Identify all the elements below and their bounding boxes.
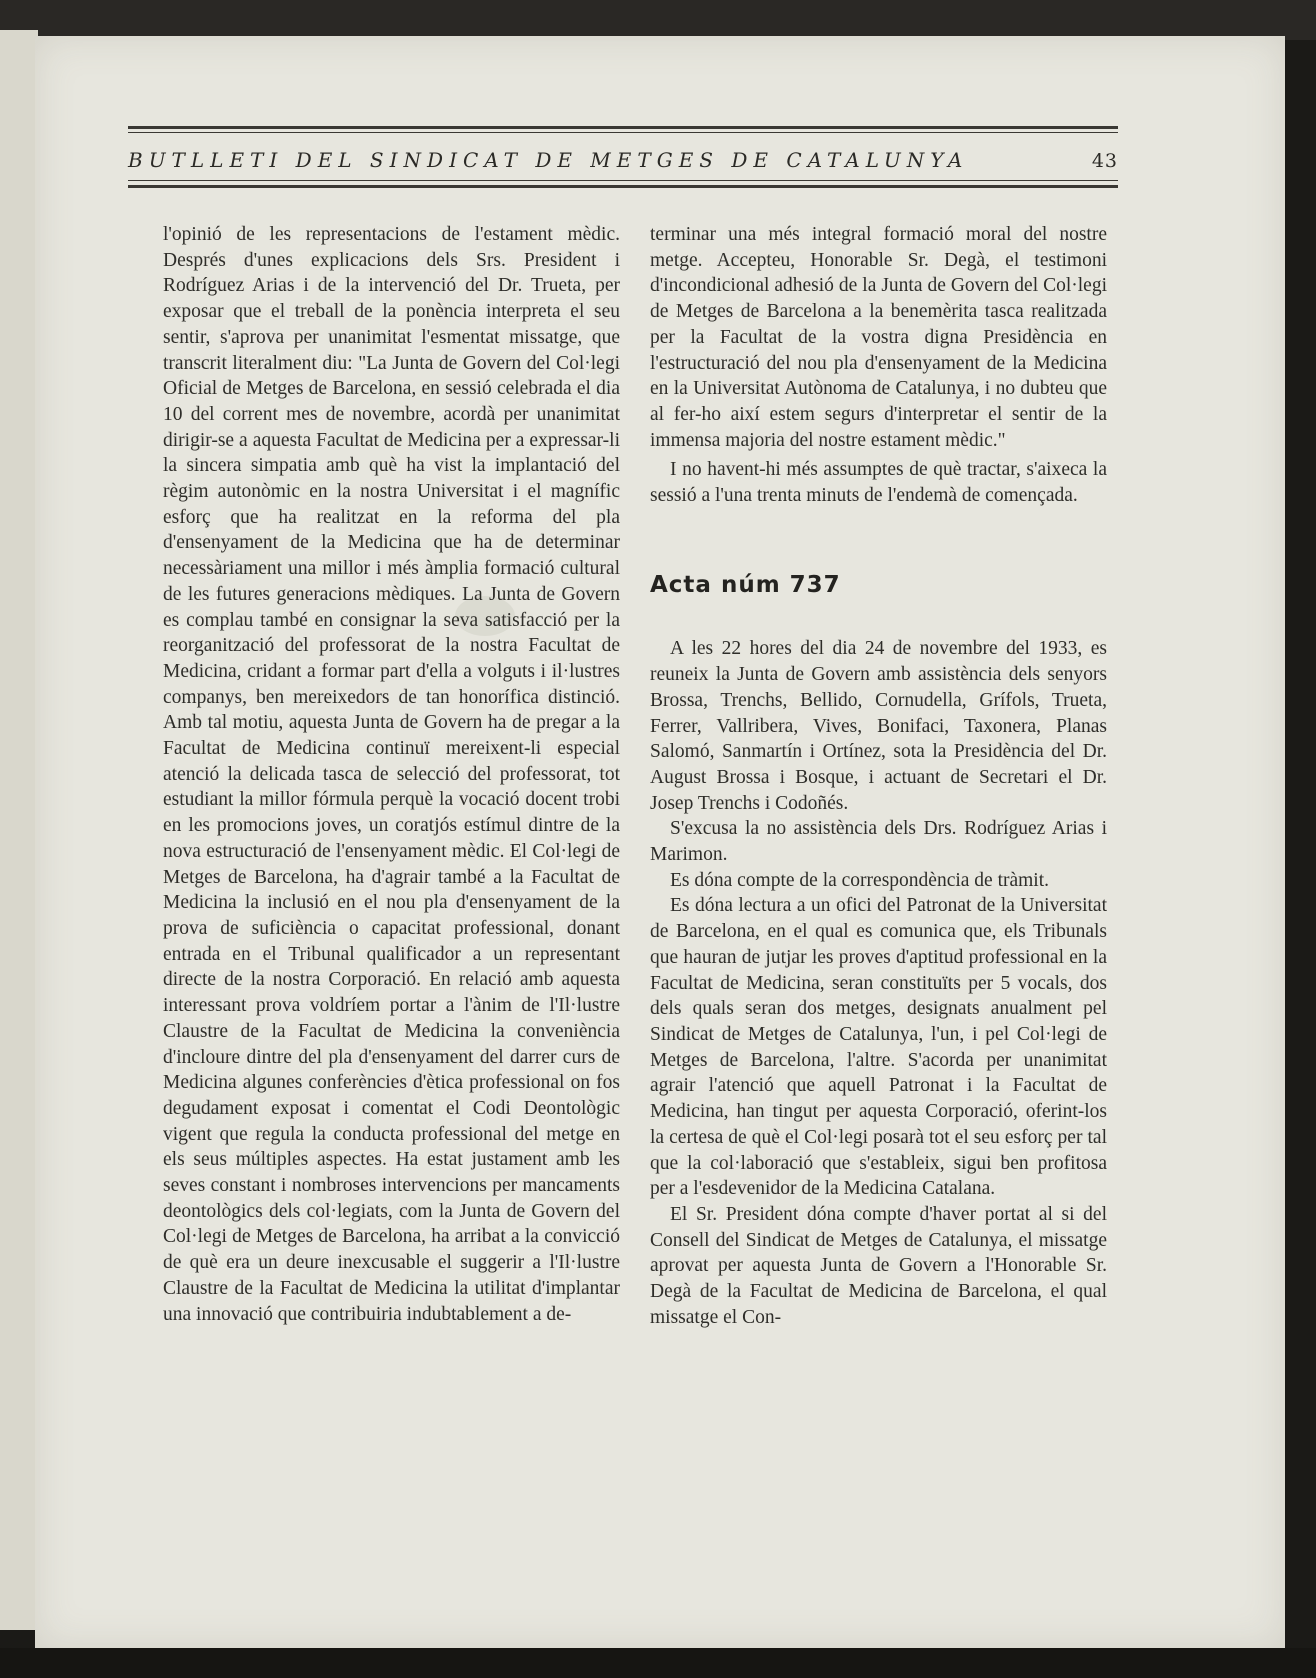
acta-paragraph: S'excusa la no assistència dels Drs. Rodríguez Arias i Marimon.: [650, 818, 1107, 866]
acta-paragraph: Es dóna compte de la correspondència de tràmit.: [670, 869, 1050, 891]
previous-page-edge: [0, 30, 38, 1630]
header-rule-top-thin: [128, 132, 1118, 133]
message-continuation: terminar una més integral formació moral del nostre metge. Accepteu, Honorable Sr. Degà, el testimoni d'incondicional adhesió de la Junta de Govern del Col·legi de Metges de Barcelona a la benemèrita tasca realitzada per la Facultat de la vostra digna Presidència en l'estructuració del nou pla d'ensenyament de la Medicina en la Universitat Autònoma de Catalunya, i no dubteu que al fer-ho així estem segurs d'interpretar el sentir de la immensa majoria del nostre estament mèdic.": [650, 224, 1107, 451]
running-head: [128, 148, 1118, 176]
header-rule-top: [128, 126, 1118, 129]
acta-paragraph: Es dóna lectura a un ofici del Patronat de la Universitat de Barcelona, en el qual es comunica que, els Tribunals que hauran de jutjar les proves d'aptitud professional en la Facultat de Medicina, seran constituïts per 5 vocals, dos dels quals seran dos metges, designats anualment pel Sindicat de Metges de Catalunya, l'un, i pel Col·legi de Metges de Barcelona, l'altre. S'acorda per unanimitat agrair l'atenció que aquell Patronat i la Facultat de Medicina, han tingut per aquesta Corporació, oferint-los la certesa de què el Col·legi posarà tot el seu esforç per tal que la col·laboració que s'estableix, sigui ben profitosa per a l'esdevenidor de la Medicina Catalana.: [650, 895, 1107, 1200]
left-column: [163, 222, 620, 1327]
left-paragraph: l'opinió de les representacions de l'estament mèdic. Després d'unes explicacions dels Srs. President i Rodríguez Arias i de la intervenció del Dr. Trueta, per exposar que el treball de la ponència interpreta el seu sentir, s'aprova per unanimitat l'esmentat missatge, que transcrit literalment diu: "La Junta de Govern del Col·legi Oficial de Metges de Barcelona, en sessió celebrada el dia 10 del corrent mes de novembre, acordà per unanimitat dirigir-se a aquesta Facultat de Medicina per a expressar-li la sincera simpatia amb què ha vist la implantació del règim autonòmic en la nostra Universitat i el magnífic esforç que ha realitzat en la reforma del pla d'ensenyament de la Medicina que ha de determinar necessàriament una millor i més àmplia formació cultural de les futures generacions mèdiques. La Junta de Govern es complau també en consignar la seva satisfacció per la reorganització del professorat de la nostra Facultat de Medicina, cridant a formar part d'ella a volguts i il·lustres companys, ben mereixedors de tan honorífica distinció. Amb tal motiu, aquesta Junta de Govern ha de pregar a la Facultat de Medicina continuï mereixent-li especial atenció la delicada tasca de selecció del professorat, tot estudiant la millor fórmula perquè la vocació docent trobi en les promocions joves, un coratjós estímul dintre de la nova estructuració de l'ensenyament mèdic. El Col·legi de Metges de Barcelona, ha d'agrair també a la Facultat de Medicina la inclusió en el nou pla d'ensenyament de la prova de suficiència o capacitat professional, donant entrada en el Tribunal qualificador a un representant directe de la nostra Corporació. En relació amb aquesta interessant prova voldríem portar a l'ànim de l'Il·lustre Claustre de la Facultat de Medicina la conveniència d'incloure dintre del pla d'ensenyament del darrer curs de Medicina algunes conferències d'ètica professional on fos degudament exposat i comentat el Codi Deontològic vigent que regula la conducta professional del metge en els seus múltiples aspectes. Ha estat justament amb les seves constant i nombroses intervencions per mancaments deontològics dels col·legiats, com la Junta de Govern del Col·legi de Metges de Barcelona, ha arribat a la convicció de què era un deure inexcusable el suggerir a l'Il·lustre Claustre de la Facultat de Medicina la utilitat d'implantar una innovació que contribuiria indubtablement a de-: [163, 224, 620, 1325]
header-rule-bottom-thin: [128, 180, 1118, 181]
page-number: 43: [1091, 150, 1118, 172]
scan-background-bottom: [0, 1648, 1316, 1678]
header-rule-bottom: [128, 185, 1118, 188]
acta-heading: Acta núm 737: [650, 571, 841, 598]
right-column: [650, 222, 1107, 1330]
running-title: BUTLLETI DEL SINDICAT DE METGES DE CATALUNYA: [128, 148, 969, 172]
acta-paragraph: El Sr. President dóna compte d'haver portat al si del Consell del Sindicat de Metges de Catalunya, el missatge aprovat per aquesta Junta de Govern a l'Honorable Sr. Degà de la Facultat de Medicina de Barcelona, el qual missatge el Con-: [650, 1203, 1107, 1328]
acta-paragraph: A les 22 hores del dia 24 de novembre del 1933, es reuneix la Junta de Govern amb assistència dels senyors Brossa, Trenchs, Bellido, Cornudella, Grífols, Trueta, Ferrer, Vallribera, Vives, Bonifaci, Taxonera, Planas Salomó, Sanmartín i Ortínez, sota la Presidència del Dr. August Brossa i Bosque, i actuant de Secretari el Dr. Josep Trenchs i Codoñés.: [650, 638, 1107, 814]
scan-background-top: [0, 0, 1316, 40]
closing-paragraph: I no havent-hi més assumptes de què tractar, s'aixeca la sessió a l'una trenta minuts de l'endemà de començada.: [650, 459, 1107, 507]
page-header: [128, 98, 1118, 194]
